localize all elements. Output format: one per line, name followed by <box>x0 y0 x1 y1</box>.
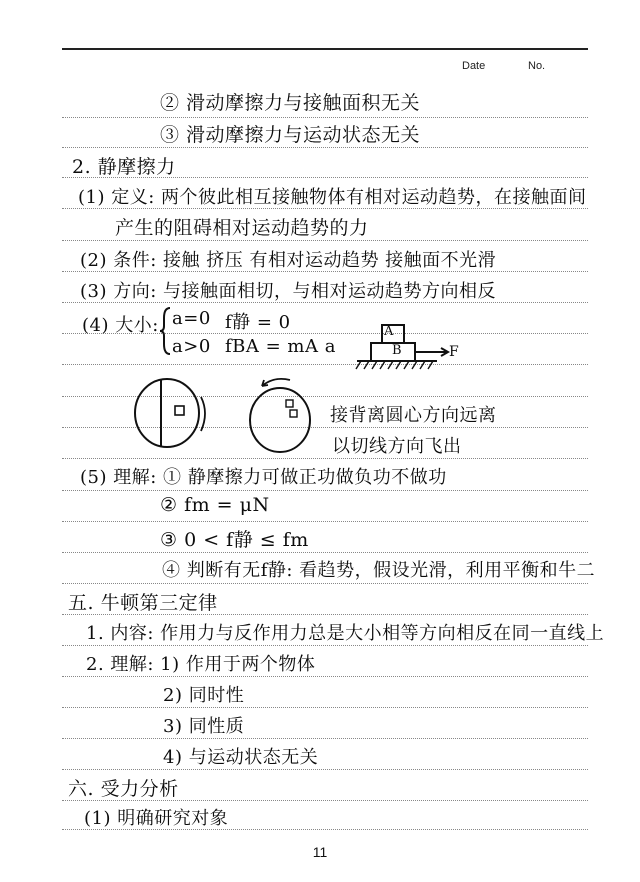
note-line: ③ 滑动摩擦力与运动状态无关 <box>160 124 421 146</box>
ruled-line <box>62 645 588 646</box>
ruled-line <box>62 240 588 241</box>
force-label: F <box>449 344 460 360</box>
note-line: 2. 理解: 1) 作用于两个物体 <box>86 654 316 675</box>
block-a-label: A <box>384 324 394 339</box>
ruled-line <box>62 676 588 677</box>
note-line: 产生的阻碍相对运动趋势的力 <box>115 217 369 239</box>
section-heading: 五. 牛顿第三定律 <box>68 592 218 614</box>
formula-line: ② fm = μN <box>160 494 270 516</box>
formula-line: fBA = mA a <box>225 336 336 357</box>
rotating-disc-icon <box>240 372 320 457</box>
note-line: (2) 条件: 接触 挤压 有相对运动趋势 接触面不光滑 <box>80 250 497 271</box>
ruled-line <box>62 738 588 739</box>
formula-line: a>0 <box>172 336 211 357</box>
ruled-line <box>62 490 588 491</box>
rotating-disc-icon <box>125 375 215 455</box>
note-line: 3) 同性质 <box>163 716 245 737</box>
ruled-line <box>62 364 588 365</box>
ruled-line <box>62 552 588 553</box>
ruled-line <box>62 707 588 708</box>
header-rule <box>62 48 588 50</box>
block-b-label: B <box>392 343 403 358</box>
note-line: 接背离圆心方向远离 <box>330 405 497 426</box>
note-line: (4) 大小: <box>82 315 159 336</box>
note-line: (1) 明确研究对象 <box>84 808 229 829</box>
note-line: 以切线方向飞出 <box>332 436 462 457</box>
formula-line: f静 = 0 <box>225 312 291 333</box>
no-label: No. <box>528 60 546 72</box>
note-line: (1) 定义: 两个彼此相互接触物体有相对运动趋势，在接触面间 <box>78 187 587 208</box>
page-number: 11 <box>312 844 328 860</box>
formula-line: ③ 0 < f静 ≤ fm <box>160 529 309 551</box>
brace-icon <box>160 306 172 356</box>
ruled-line <box>62 583 588 584</box>
ruled-line <box>62 769 588 770</box>
ruled-line <box>62 117 588 118</box>
note-line: (5) 理解: ① 静摩擦力可做正功做负功不做功 <box>80 467 447 488</box>
note-line: 4) 与运动状态无关 <box>163 747 319 768</box>
section-heading: 2. 静摩擦力 <box>72 156 176 178</box>
section-heading: 六. 受力分析 <box>68 778 179 800</box>
date-label: Date <box>462 60 486 72</box>
note-line: 2) 同时性 <box>163 685 245 706</box>
note-line: 1. 内容: 作用力与反作用力总是大小相等方向相反在同一直线上 <box>86 623 605 644</box>
note-line: (3) 方向: 与接触面相切，与相对运动趋势方向相反 <box>80 281 497 302</box>
ruled-line <box>62 521 588 522</box>
ruled-line <box>62 147 588 148</box>
formula-line: a=0 <box>172 308 211 329</box>
ruled-line <box>62 458 588 459</box>
note-line: ② 滑动摩擦力与接触面积无关 <box>160 92 421 114</box>
note-line: ④ 判断有无f静: 看趋势，假设光滑，利用平衡和牛二 <box>162 560 596 581</box>
